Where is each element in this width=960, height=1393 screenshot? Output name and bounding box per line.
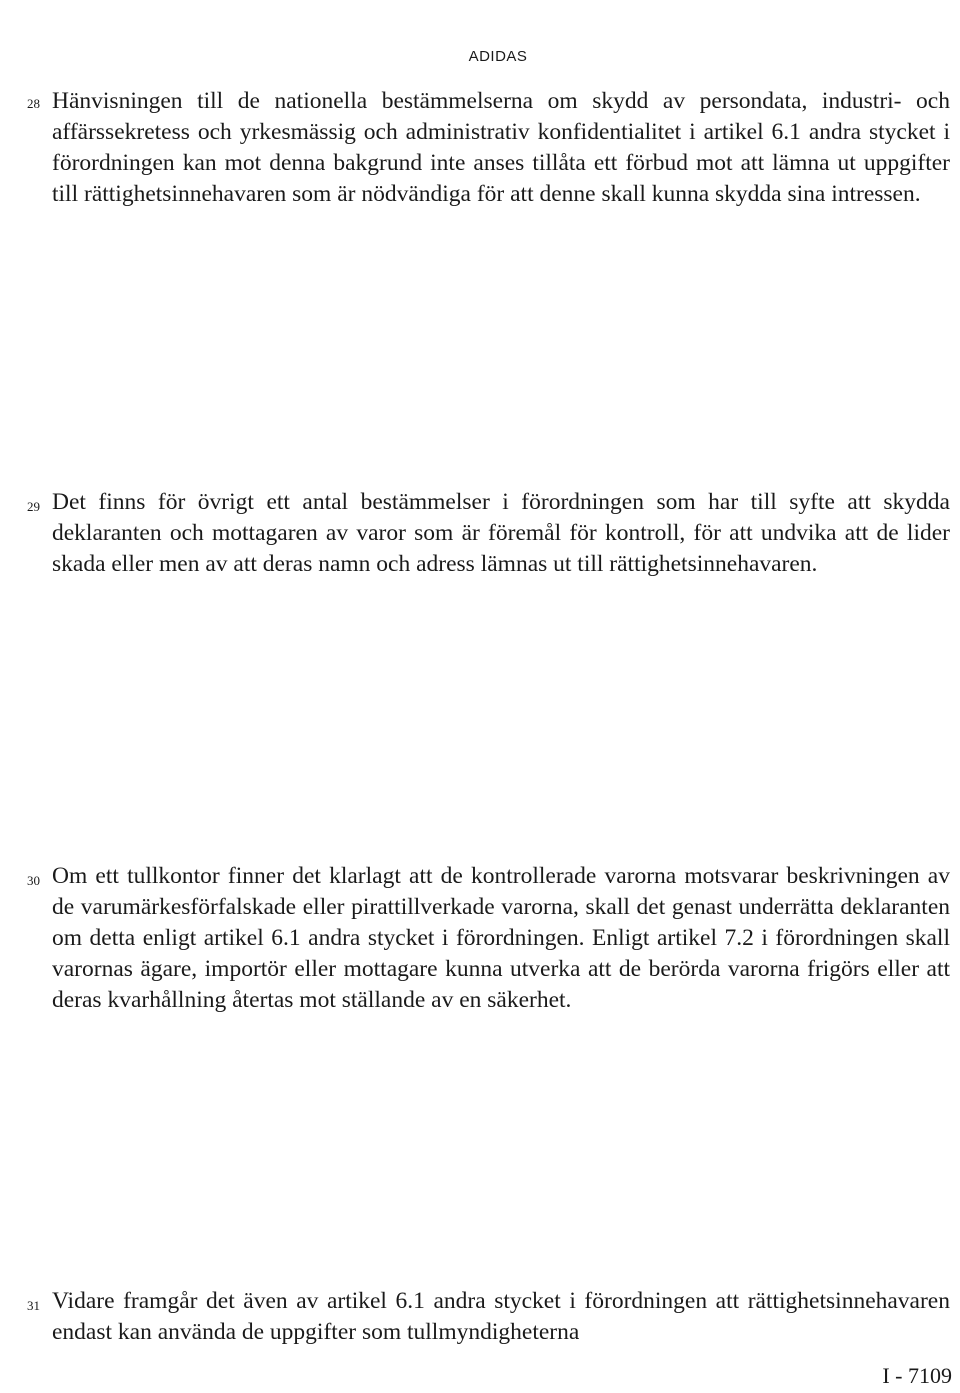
paragraph-number: 29 bbox=[27, 499, 40, 514]
paragraph-text: Hänvisningen till de nationella bestämmelserna om skydd av persondata, industri- och affärssekretess och yrkesmässig och administrativ konfidentialitet i artikel 6.1 andra stycket i förordningen kan mot denna bakgrund inte anses tillåta ett förbud mot att lämna ut uppgifter till rättighetsinnehavaren som är nödvändiga för att denne skall kunna skydda sina intressen. bbox=[52, 88, 950, 207]
paragraph-text: Det finns för övrigt ett antal bestämmelser i förordningen som har till syfte att skydda deklaranten och mottagaren av varor som är föremål för kontroll, för att undvika att de lider skada eller men av att deras namn och adress lämnas ut till rättighetsinnehavaren. bbox=[52, 489, 950, 577]
paragraph-31 bbox=[27, 1286, 950, 1348]
paragraph-number: 28 bbox=[27, 96, 40, 111]
page-number: I - 7109 bbox=[882, 1363, 952, 1388]
paragraph-text: Om ett tullkontor finner det klarlagt att de kontrollerade varorna motsvarar beskrivningen av de varumärkesförfalskade eller pirattillverkade varorna, skall det genast underrätta deklaranten om detta enligt artikel 6.1 andra stycket i förordningen. Enligt artikel 7.2 i förordningen skall varornas ägare, importör eller mottagare kunna utverka att de berörda varorna frigörs eller att deras kvarhållning återtas mot ställande av en säkerhet. bbox=[52, 863, 950, 1013]
paragraph-number: 30 bbox=[27, 873, 40, 888]
paragraph-text: Vidare framgår det även av artikel 6.1 andra stycket i förordningen att rättighetsinnehavaren endast kan använda de uppgifter som tullmyndigheterna bbox=[52, 1288, 950, 1345]
running-header: ADIDAS bbox=[468, 48, 528, 65]
paragraph-number: 31 bbox=[27, 1298, 40, 1313]
paragraph-30 bbox=[27, 861, 950, 1016]
paragraph-29 bbox=[27, 487, 950, 580]
paragraph-28 bbox=[27, 86, 950, 210]
